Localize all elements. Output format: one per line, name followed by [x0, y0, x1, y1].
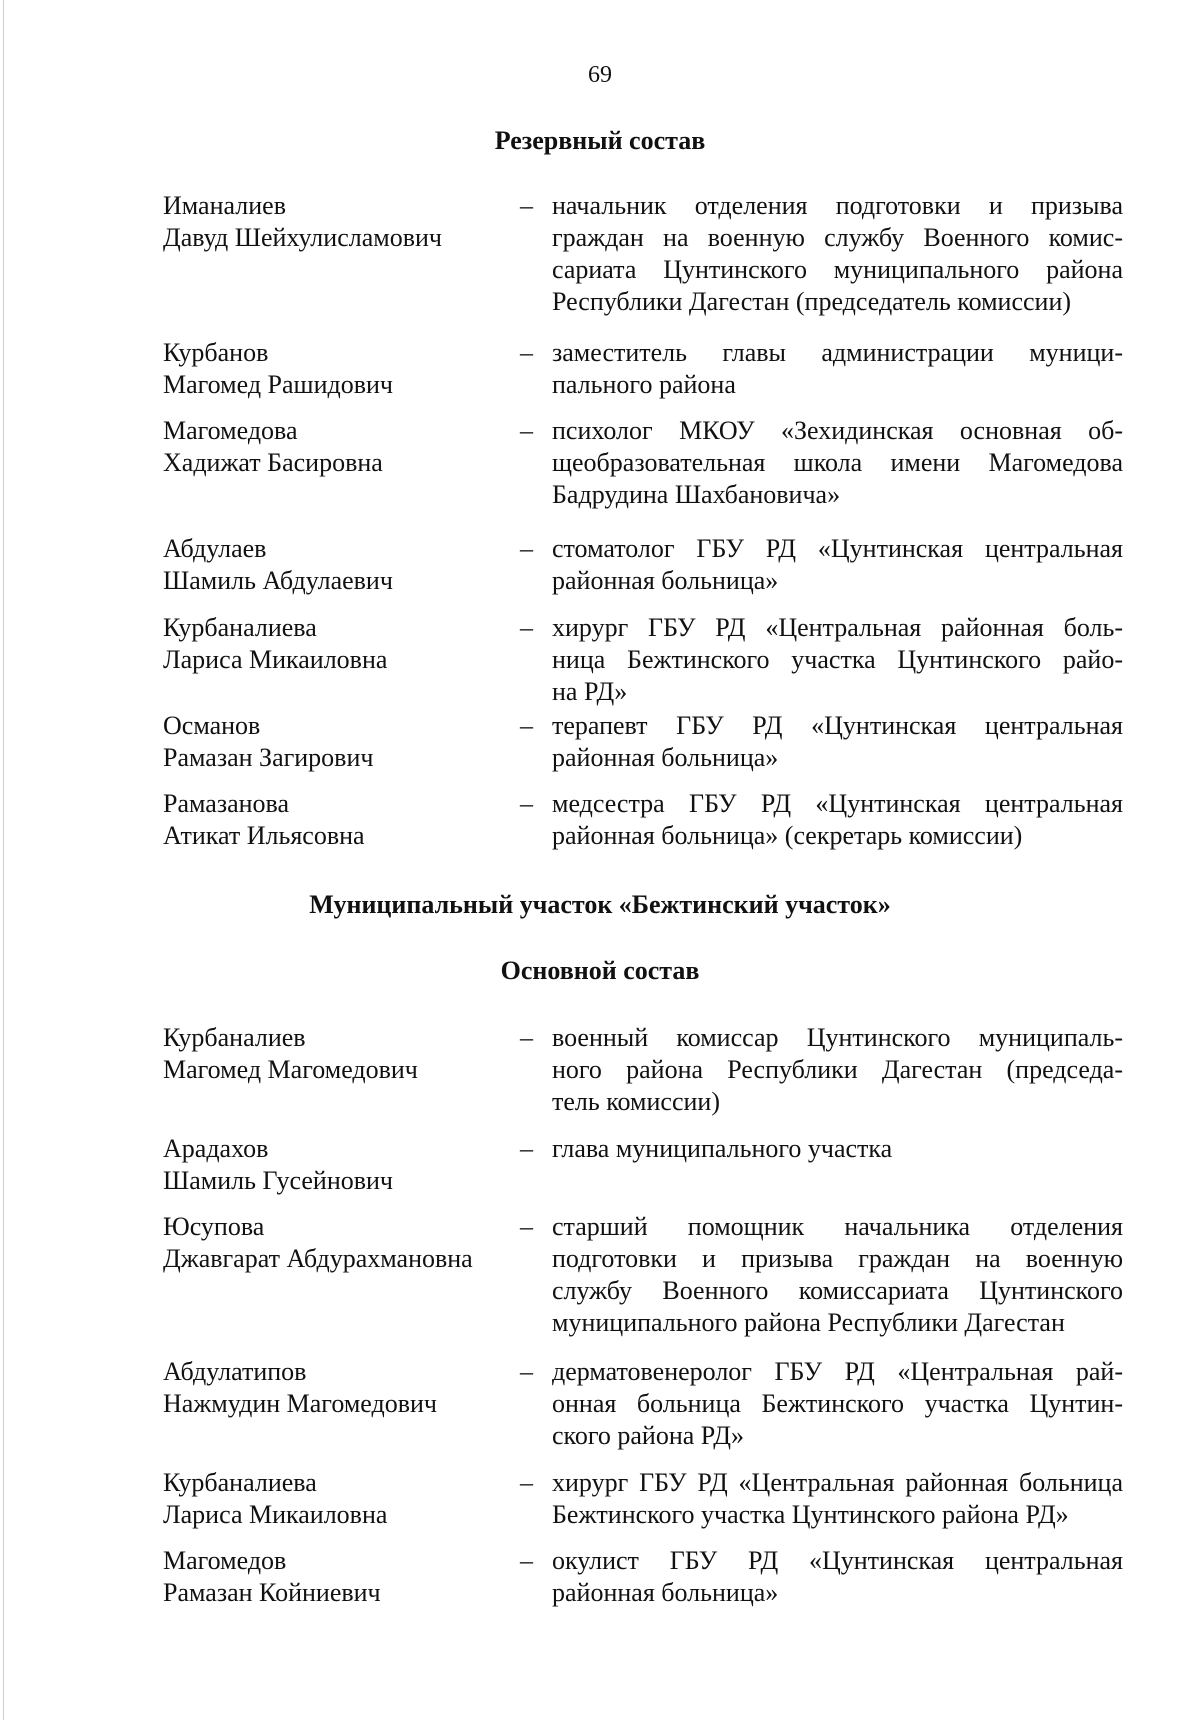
member-surname: Курбаналиева: [163, 613, 317, 642]
role-line: хирург ГБУ РД «Центральная районная боль-: [552, 613, 1123, 642]
member-surname: Магомедова: [163, 416, 298, 445]
dash-separator: –: [520, 1357, 533, 1386]
member-role: [552, 1211, 1123, 1339]
member-name: [163, 415, 383, 479]
member-role: [552, 1133, 1123, 1165]
member-name: [163, 337, 393, 401]
role-line: начальник отделения подготовки и призыва: [552, 191, 1123, 220]
role-line: ница Бежтинского участка Цунтинского райо-: [552, 645, 1123, 674]
member-role: [552, 337, 1123, 401]
dash-separator: –: [520, 613, 533, 642]
member-surname: Иманалиев: [163, 191, 286, 220]
dash-separator: –: [520, 711, 533, 740]
member-role: [552, 1356, 1123, 1452]
member-given-name: Лариса Микаиловна: [163, 645, 388, 674]
section-heading-reserve: Резервный состав: [494, 126, 706, 155]
member-name: [163, 710, 373, 774]
member-role: [552, 788, 1123, 852]
role-line: заместитель главы администрации муници-: [552, 338, 1123, 367]
role-line: военный комиссар Цунтинского муниципаль-: [552, 1023, 1123, 1052]
member-role: [552, 1467, 1123, 1531]
member-given-name: Рамазан Койниевич: [163, 1578, 381, 1607]
role-line: ского района РД»: [552, 1421, 745, 1450]
role-line: сариата Цунтинского муниципального района: [552, 255, 1123, 284]
member-given-name: Магомед Рашидович: [163, 370, 393, 399]
role-line: стоматолог ГБУ РД «Цунтинская центральная: [552, 534, 1123, 563]
dash-separator: –: [520, 191, 533, 220]
member-name: [163, 1545, 381, 1609]
member-surname: Арадахов: [163, 1134, 269, 1163]
member-given-name: Нажмудин Магомедович: [163, 1389, 437, 1418]
role-line: службу Военного комиссариата Цунтинского: [552, 1276, 1123, 1305]
member-role: [552, 612, 1123, 708]
member-given-name: Лариса Микаиловна: [163, 1500, 388, 1529]
member-role: [552, 1022, 1123, 1118]
member-name: [163, 190, 442, 254]
role-line: глава муниципального участка: [552, 1134, 893, 1163]
member-surname: Рамазанова: [163, 789, 290, 818]
dash-separator: –: [520, 789, 533, 818]
member-given-name: Атикат Ильясовна: [163, 821, 365, 850]
role-line: Бадрудина Шахбановича»: [552, 480, 841, 509]
dash-separator: –: [520, 1134, 533, 1163]
member-name: [163, 1467, 387, 1531]
role-line: районная больница»: [552, 566, 779, 595]
member-surname: Курбаналиев: [163, 1023, 306, 1052]
member-name: [163, 1022, 418, 1086]
area-heading: Муниципальный участок «Бежтинский участок»: [309, 890, 891, 919]
member-surname: Османов: [163, 711, 261, 740]
member-name: [163, 788, 365, 852]
role-line: онная больница Бежтинского участка Цунтин-: [552, 1389, 1123, 1418]
member-name: [163, 1356, 437, 1420]
member-given-name: Джавгарат Абдурахмановна: [163, 1244, 473, 1273]
member-name: [163, 1133, 393, 1197]
member-surname: Абдулаев: [163, 534, 267, 563]
member-surname: Юсупова: [163, 1212, 265, 1241]
member-given-name: Шамиль Гусейнович: [163, 1166, 394, 1195]
member-name: [163, 1211, 473, 1275]
member-role: [552, 710, 1123, 774]
role-line: районная больница» (секретарь комиссии): [552, 821, 1023, 850]
member-surname: Курбанов: [163, 338, 269, 367]
role-line: муниципального района Республики Дагестан: [552, 1308, 1065, 1337]
member-surname: Курбаналиева: [163, 1468, 317, 1497]
dash-separator: –: [520, 416, 533, 445]
member-given-name: Хадижат Басировна: [163, 448, 383, 477]
dash-separator: –: [520, 1023, 533, 1052]
role-line: пального района: [552, 370, 736, 399]
page-number: 69: [588, 62, 612, 88]
dash-separator: –: [520, 534, 533, 563]
member-given-name: Давуд Шейхулисламович: [163, 223, 442, 252]
member-name: [163, 612, 387, 676]
role-line: психолог МКОУ «Зехидинская основная об-: [552, 416, 1123, 445]
dash-separator: –: [520, 338, 533, 367]
role-line: старший помощник начальника отделения: [552, 1212, 1123, 1241]
role-line: хирург ГБУ РД «Центральная районная больница: [552, 1468, 1123, 1497]
member-role: [552, 190, 1123, 318]
member-surname: Абдулатипов: [163, 1357, 307, 1386]
section-heading-main: Основной состав: [500, 956, 700, 985]
role-line: медсестра ГБУ РД «Цунтинская центральная: [552, 789, 1123, 818]
member-given-name: Магомед Магомедович: [163, 1055, 418, 1084]
scan-edge-line: [3, 0, 4, 1720]
role-line: районная больница»: [552, 743, 779, 772]
member-role: [552, 415, 1123, 511]
role-line: подготовки и призыва граждан на военную: [552, 1244, 1123, 1273]
member-role: [552, 1545, 1123, 1609]
role-line: окулист ГБУ РД «Цунтинская центральная: [552, 1546, 1123, 1575]
member-name: [163, 533, 393, 597]
member-surname: Магомедов: [163, 1546, 287, 1575]
role-line: Республики Дагестан (председатель комиссии): [552, 287, 1072, 316]
role-line: тель комиссии): [552, 1087, 720, 1116]
role-line: районная больница»: [552, 1578, 779, 1607]
dash-separator: –: [520, 1468, 533, 1497]
role-line: терапевт ГБУ РД «Цунтинская центральная: [552, 711, 1123, 740]
role-line: граждан на военную службу Военного комис-: [552, 223, 1123, 252]
role-line: Бежтинского участка Цунтинского района РД»: [552, 1500, 1069, 1529]
dash-separator: –: [520, 1546, 533, 1575]
dash-separator: –: [520, 1212, 533, 1241]
role-line: на РД»: [552, 677, 628, 706]
role-line: ного района Республики Дагестан (председа-: [552, 1055, 1123, 1084]
role-line: дерматовенеролог ГБУ РД «Центральная рай-: [552, 1357, 1123, 1386]
role-line: щеобразовательная школа имени Магомедова: [552, 448, 1123, 477]
member-given-name: Рамазан Загирович: [163, 743, 374, 772]
member-role: [552, 533, 1123, 597]
member-given-name: Шамиль Абдулаевич: [163, 566, 393, 595]
